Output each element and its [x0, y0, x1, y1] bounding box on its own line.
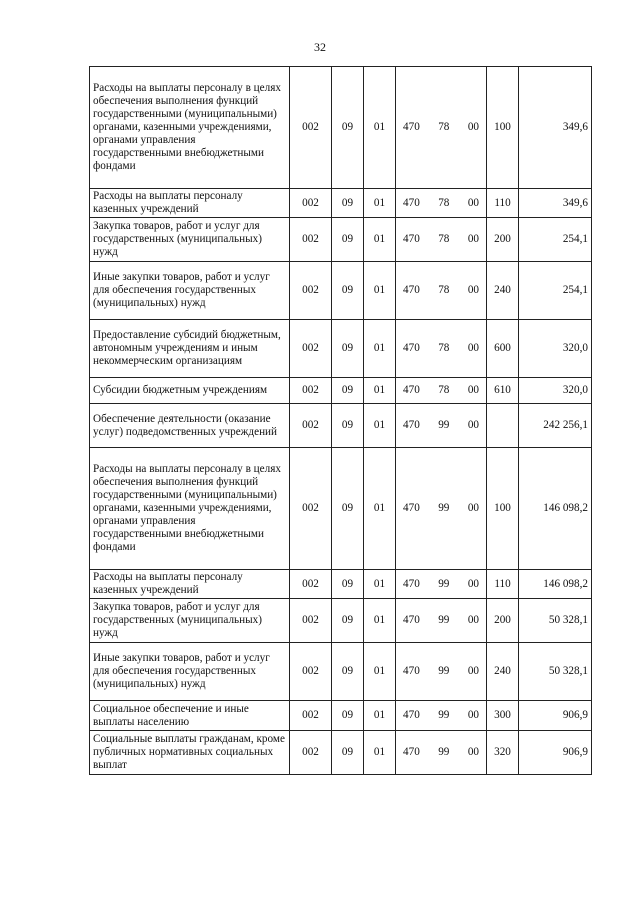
expense-type-cell: 110 — [487, 570, 519, 599]
expense-type-cell: 240 — [487, 262, 519, 320]
ministry-code-cell: 002 — [290, 701, 332, 731]
target-article-part: 470 — [403, 709, 420, 721]
subsection-code-cell: 01 — [364, 570, 396, 599]
section-code-cell: 09 — [332, 448, 364, 570]
section-code-cell: 09 — [332, 189, 364, 218]
expense-type-cell: 600 — [487, 320, 519, 378]
target-article-part: 470 — [403, 665, 420, 677]
ministry-code-cell: 002 — [290, 570, 332, 599]
target-article-part: 99 — [438, 502, 450, 514]
subsection-code-cell: 01 — [364, 262, 396, 320]
ministry-code-cell: 002 — [290, 320, 332, 378]
target-article-code — [399, 284, 483, 297]
ministry-code-cell: 002 — [290, 189, 332, 218]
target-article-part: 00 — [467, 577, 479, 590]
ministry-code-cell: 002 — [290, 731, 332, 775]
amount-cell: 50 328,1 — [519, 643, 592, 701]
amount-cell: 146 098,2 — [519, 570, 592, 599]
table-row — [90, 404, 592, 448]
target-article-cell — [396, 189, 487, 218]
table-row — [90, 320, 592, 378]
page-number: 32 — [314, 40, 326, 54]
subsection-code-cell: 01 — [364, 643, 396, 701]
amount-cell: 906,9 — [519, 701, 592, 731]
expense-name-cell: Иные закупки товаров, работ и услуг для обеспечения государственных (муниципальных) нужд — [90, 262, 290, 320]
expense-type-cell: 300 — [487, 701, 519, 731]
target-article-part: 99 — [438, 709, 450, 721]
expense-type-cell: 240 — [487, 643, 519, 701]
section-code-cell: 09 — [332, 701, 364, 731]
expense-name-cell: Обеспечение деятельности (оказание услуг) подведомственных учреждений — [90, 404, 290, 448]
section-code-cell: 09 — [332, 262, 364, 320]
table-row — [90, 599, 592, 643]
amount-cell: 242 256,1 — [519, 404, 592, 448]
target-article-part: 99 — [438, 665, 450, 677]
ministry-code-cell: 002 — [290, 599, 332, 643]
expense-name-cell: Закупка товаров, работ и услуг для государственных (муниципальных) нужд — [90, 218, 290, 262]
target-article-part: 00 — [467, 419, 479, 431]
table-row — [90, 448, 592, 570]
section-code-cell: 09 — [332, 404, 364, 448]
target-article-part: 99 — [438, 746, 450, 758]
amount-cell: 254,1 — [519, 218, 592, 262]
target-article-code — [399, 233, 483, 246]
amount-cell: 254,1 — [519, 262, 592, 320]
section-code-cell: 09 — [332, 320, 364, 378]
target-article-part: 00 — [467, 614, 479, 626]
amount-cell: 320,0 — [519, 378, 592, 404]
target-article-part: 470 — [403, 614, 420, 626]
ministry-code-cell: 002 — [290, 262, 332, 320]
budget-table — [89, 66, 592, 775]
target-article-cell — [396, 701, 487, 731]
subsection-code-cell: 01 — [364, 189, 396, 218]
target-article-code — [399, 384, 483, 397]
target-article-part: 00 — [467, 502, 479, 514]
target-article-cell — [396, 218, 487, 262]
target-article-code — [399, 709, 483, 722]
table-row — [90, 731, 592, 775]
subsection-code-cell: 01 — [364, 218, 396, 262]
subsection-code-cell: 01 — [364, 320, 396, 378]
target-article-cell — [396, 378, 487, 404]
target-article-part: 00 — [467, 709, 479, 721]
budget-table-body — [90, 67, 592, 775]
target-article-part: 00 — [467, 196, 479, 209]
target-article-part: 470 — [403, 121, 420, 133]
target-article-part: 470 — [403, 196, 420, 209]
subsection-code-cell: 01 — [364, 378, 396, 404]
target-article-code — [399, 746, 483, 759]
target-article-code — [399, 197, 483, 210]
target-article-part: 78 — [438, 233, 450, 245]
table-row — [90, 701, 592, 731]
amount-cell: 50 328,1 — [519, 599, 592, 643]
target-article-part: 99 — [438, 577, 450, 590]
table-row — [90, 262, 592, 320]
expense-name-cell: Иные закупки товаров, работ и услуг для обеспечения государственных (муниципальных) нужд — [90, 643, 290, 701]
target-article-part: 78 — [438, 384, 450, 396]
section-code-cell: 09 — [332, 570, 364, 599]
expense-name-cell: Социальное обеспечение и иные выплаты населению — [90, 701, 290, 731]
amount-cell: 146 098,2 — [519, 448, 592, 570]
section-code-cell: 09 — [332, 731, 364, 775]
expense-name-cell: Социальные выплаты гражданам, кроме публичных нормативных социальных выплат — [90, 731, 290, 775]
target-article-part: 00 — [467, 284, 479, 296]
ministry-code-cell: 002 — [290, 378, 332, 404]
expense-type-cell: 100 — [487, 448, 519, 570]
expense-name-cell: Расходы на выплаты персоналу казенных учреждений — [90, 189, 290, 218]
target-article-part: 78 — [438, 284, 450, 296]
ministry-code-cell: 002 — [290, 218, 332, 262]
subsection-code-cell: 01 — [364, 599, 396, 643]
target-article-part: 470 — [403, 577, 420, 590]
table-row — [90, 570, 592, 599]
table-row — [90, 643, 592, 701]
target-article-cell — [396, 643, 487, 701]
expense-type-cell — [487, 404, 519, 448]
expense-type-cell: 200 — [487, 218, 519, 262]
target-article-cell — [396, 570, 487, 599]
target-article-part: 00 — [467, 746, 479, 758]
table-row — [90, 218, 592, 262]
target-article-part: 470 — [403, 746, 420, 758]
section-code-cell: 09 — [332, 643, 364, 701]
target-article-cell — [396, 448, 487, 570]
ministry-code-cell: 002 — [290, 404, 332, 448]
target-article-part: 470 — [403, 502, 420, 514]
target-article-code — [399, 578, 483, 591]
target-article-part: 470 — [403, 233, 420, 245]
subsection-code-cell: 01 — [364, 731, 396, 775]
expense-name-cell: Расходы на выплаты персоналу в целях обеспечения выполнения функций государственными (муниципальными) органами, казенными учреждениями, органами управления государственными внебюджетными фондами — [90, 448, 290, 570]
target-article-part: 470 — [403, 384, 420, 396]
target-article-part: 470 — [403, 342, 420, 354]
subsection-code-cell: 01 — [364, 67, 396, 189]
target-article-cell — [396, 320, 487, 378]
target-article-part: 00 — [467, 384, 479, 396]
target-article-part: 00 — [467, 665, 479, 677]
target-article-part: 78 — [438, 196, 450, 209]
expense-name-cell: Закупка товаров, работ и услуг для государственных (муниципальных) нужд — [90, 599, 290, 643]
subsection-code-cell: 01 — [364, 448, 396, 570]
target-article-part: 00 — [467, 233, 479, 245]
target-article-part: 99 — [438, 419, 450, 431]
target-article-code — [399, 502, 483, 515]
expense-name-cell: Субсидии бюджетным учреждениям — [90, 378, 290, 404]
target-article-part: 78 — [438, 342, 450, 354]
amount-cell: 349,6 — [519, 189, 592, 218]
expense-type-cell: 320 — [487, 731, 519, 775]
amount-cell: 320,0 — [519, 320, 592, 378]
target-article-cell — [396, 404, 487, 448]
expense-name-cell: Расходы на выплаты персоналу в целях обеспечения выполнения функций государственными (муниципальными) органами, казенными учреждениями, органами управления государственными внебюджетными фондами — [90, 67, 290, 189]
subsection-code-cell: 01 — [364, 404, 396, 448]
table-row — [90, 378, 592, 404]
target-article-code — [399, 419, 483, 432]
expense-type-cell: 100 — [487, 67, 519, 189]
expense-name-cell: Предоставление субсидий бюджетным, автономным учреждениям и иным некоммерческим организациям — [90, 320, 290, 378]
section-code-cell: 09 — [332, 67, 364, 189]
subsection-code-cell: 01 — [364, 701, 396, 731]
section-code-cell: 09 — [332, 378, 364, 404]
expense-name-cell: Расходы на выплаты персоналу казенных учреждений — [90, 570, 290, 599]
target-article-part: 99 — [438, 614, 450, 626]
target-article-cell — [396, 731, 487, 775]
target-article-part: 00 — [467, 342, 479, 354]
target-article-code — [399, 121, 483, 134]
ministry-code-cell: 002 — [290, 67, 332, 189]
target-article-code — [399, 614, 483, 627]
target-article-code — [399, 665, 483, 678]
expense-type-cell: 610 — [487, 378, 519, 404]
target-article-cell — [396, 599, 487, 643]
expense-type-cell: 200 — [487, 599, 519, 643]
amount-cell: 906,9 — [519, 731, 592, 775]
target-article-part: 470 — [403, 284, 420, 296]
target-article-cell — [396, 67, 487, 189]
target-article-cell — [396, 262, 487, 320]
expense-type-cell: 110 — [487, 189, 519, 218]
section-code-cell: 09 — [332, 218, 364, 262]
amount-cell: 349,6 — [519, 67, 592, 189]
table-row — [90, 189, 592, 218]
ministry-code-cell: 002 — [290, 643, 332, 701]
target-article-part: 470 — [403, 419, 420, 431]
target-article-part: 00 — [467, 121, 479, 133]
target-article-code — [399, 342, 483, 355]
target-article-part: 78 — [438, 121, 450, 133]
section-code-cell: 09 — [332, 599, 364, 643]
ministry-code-cell: 002 — [290, 448, 332, 570]
table-row — [90, 67, 592, 189]
